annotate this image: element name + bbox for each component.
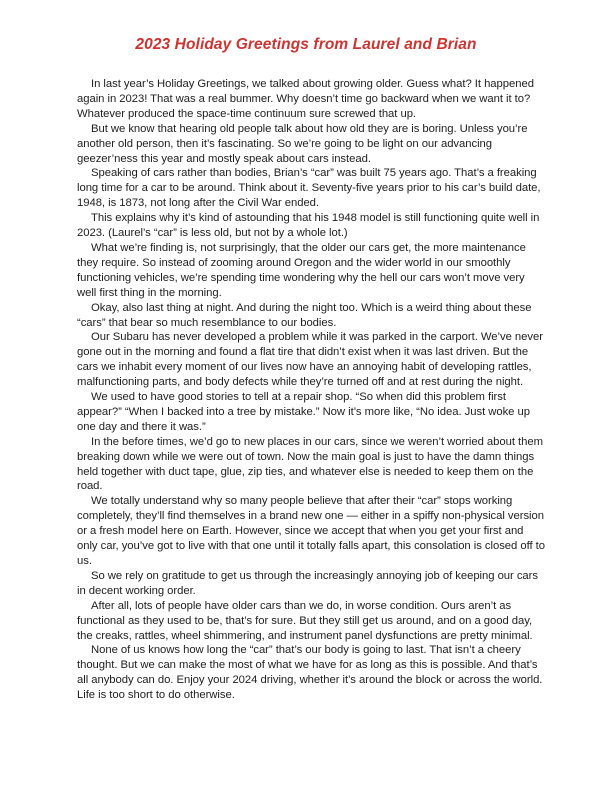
paragraph-12: After all, lots of people have older cars than we do, in worse condition. Ours aren’t as functional as they used to be, that’s for sure. But they still get us around, and on a good day, the creaks, rattles, wheel shimmering, and instrument panel dysfunctions are pretty minimal. (77, 599, 533, 642)
paragraph-11: So we rely on gratitude to get us through the increasingly annoying job of keeping our cars in decent working order. (77, 569, 538, 597)
paragraph-10: We totally understand why so many people believe that after their “car” stops working completely, they’ll find themselves in a brand new one — either in a spiffy non-physical version or a fresh model here on Earth. However, since we accept that when you get your first and only car, you’ve got to live with that one until it totally falls apart, this consolation is closed off to us. (77, 495, 545, 567)
paragraph-13: None of us knows how long the “car” that’s our body is going to last. That isn’t a cheery thought. But we can make the most of what we have for as long as this is possible. And that’s all anybody can do. Enjoy your 2024 driving, whether it’s around the block or across the world. Life is too short to do otherwise. (77, 644, 543, 702)
paragraph-3: Speaking of cars rather than bodies, Brian’s “car” was built 75 years ago. That’s a freaking long time for a car to be around. Think about it. Seventy-five years prior to his car’s build date, 1948, is 1873, not long after the Civil War ended. (77, 167, 541, 210)
letter-title: 2023 Holiday Greetings from Laurel and Brian (135, 36, 477, 53)
paragraph-2: But we know that hearing old people talk about how old they are is boring. Unless you’re another old person, then it’s fascinating. So we’re going to be light on our advancing geezer’ness this year and mostly speak about cars instead. (77, 122, 528, 165)
paragraph-5: What we’re finding is, not surprisingly, that the older our cars get, the more maintenance they require. So instead of zooming around Oregon and the wider world in our smoothly functioning vehicles, we’re spending time wondering why the hell our cars won’t move very well first thing in the morning. (77, 241, 526, 299)
paragraph-8: We used to have good stories to tell at a repair shop. “So when did this problem first appear?” “When I backed into a tree by mistake.” Now it’s more like, “No idea. Just woke up one day and there it was.” (77, 391, 530, 433)
paragraph-6: Okay, also last thing at night. And during the night too. Which is a weird thing about these “cars” that bear so much resemblance to our bodies. (77, 301, 532, 329)
paragraph-7: Our Subaru has never developed a problem while it was parked in the carport. We’ve never gone out in the morning and found a flat tire that didn’t exist when it was last driven. But the cars we inhabit every moment of our lives now have an annoying habit of developing rattles, malfunctioning parts, and body defects while they’re turned off and at rest during the night. (77, 331, 543, 389)
paragraph-1: In last year’s Holiday Greetings, we talked about growing older. Guess what? It happened again in 2023! That was a real bummer. Why doesn’t time go backward when we want it to? Whatever produced the space-time continuum sure screwed that up. (77, 78, 534, 120)
paragraph-9: In the before times, we’d go to new places in our cars, since we weren’t worried about them breaking down while we were out of town. Now the main goal is just to have the damn things held together with duct tape, glue, zip ties, and whatever else is needed to keep them on the road. (77, 435, 543, 493)
letter-body (77, 77, 546, 703)
paragraph-4: This explains why it’s kind of astounding that his 1948 model is still functioning quite well in 2023. (Laurel’s “car” is less old, but not by a whole lot.) (77, 212, 540, 240)
